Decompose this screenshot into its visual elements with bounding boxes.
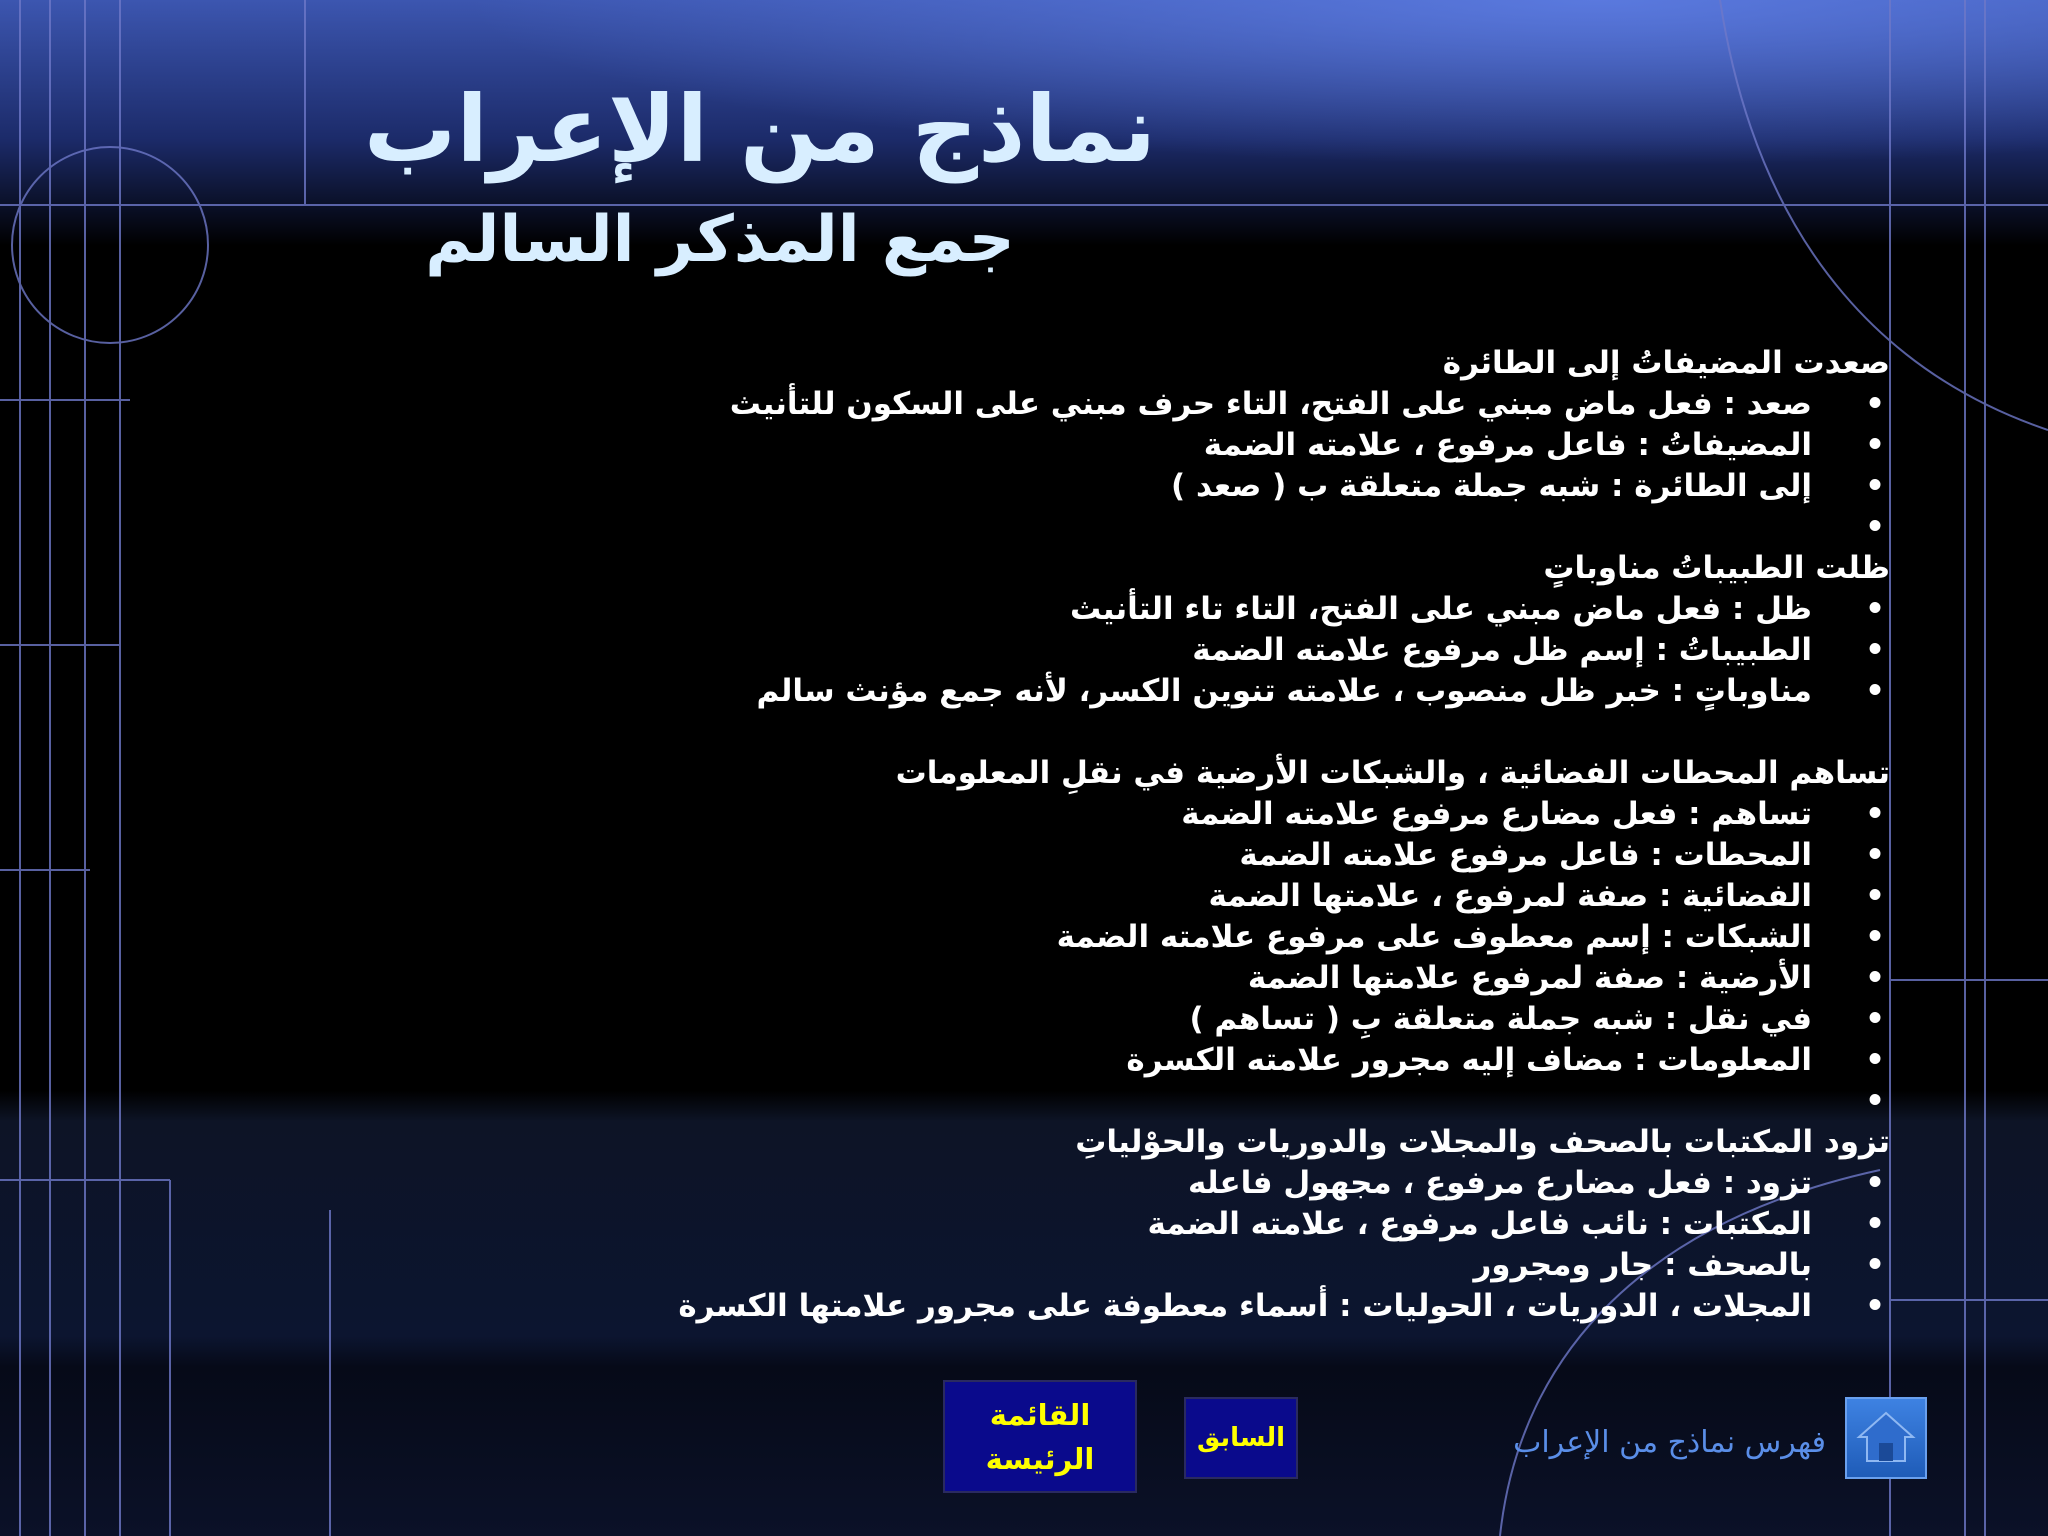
sentence-heading: ظلت الطبيباتُ مناوباتٍ [1543,550,1890,586]
bullet-text: بالصحف : جار ومجرور [1473,1247,1812,1283]
bullet-text: تساهم : فعل مضارع مرفوع علامته الضمة [1181,796,1812,832]
bullet-text: صعد : فعل ماض مبني على الفتح، التاء حرف مبني على السكون للتأنيث [729,386,1812,422]
bullet-marker: • [1865,919,1885,955]
bullet-marker: • [1865,796,1885,832]
bullet-marker: • [1865,960,1885,996]
home-button[interactable] [1845,1397,1927,1479]
bullet-text: تزود : فعل مضارع مرفوع ، مجهول فاعله [1188,1165,1812,1201]
bullet-item [600,1040,1890,1081]
bullet-text: المضيفاتُ : فاعل مرفوع ، علامته الضمة [1203,427,1812,463]
bullet-text: المحطات : فاعل مرفوع علامته الضمة [1239,837,1812,873]
bullet-marker: • [1865,509,1885,545]
bullet-marker: • [1865,1083,1885,1119]
bullet-text: الشبكات : إسم معطوف على مرفوع علامته الضمة [1056,919,1812,955]
bullet-marker: • [1865,1288,1885,1324]
bullet-marker: • [1865,386,1885,422]
sentence-heading: تساهم المحطات الفضائية ، والشبكات الأرضية في نقلِ المعلومات [895,755,1890,791]
bullet-marker: • [1865,673,1885,709]
bullet-text: ظل : فعل ماض مبني على الفتح، التاء تاء التأنيث [1069,591,1812,627]
bullet-item [600,671,1890,712]
bullet-item [600,1245,1890,1286]
previous-button[interactable]: السابق [1184,1397,1298,1479]
index-link[interactable]: فهرس نماذج من الإعراب [1513,1425,1826,1460]
bullet-text: المجلات ، الدوريات ، الحوليات : أسماء معطوفة على مجرور علامتها الكسرة [678,1288,1812,1324]
bullet-marker: • [1865,1165,1885,1201]
sentence-heading: صعدت المضيفاتُ إلى الطائرة [1442,345,1890,381]
bullet-item [600,466,1890,507]
page-subtitle: جمع المذكر السالم [425,203,1015,277]
bullet-marker: • [1865,878,1885,914]
page-title: نماذج من الإعراب [363,76,1157,183]
bullet-item [600,835,1890,876]
bullet-item [600,1204,1890,1245]
bullet-marker: • [1865,1042,1885,1078]
bullet-marker: • [1865,427,1885,463]
bullet-text: المكتبات : نائب فاعل مرفوع ، علامته الضمة [1147,1206,1812,1242]
bullet-text: الطبيباتُ : إسم ظل مرفوع علامته الضمة [1192,632,1812,668]
bullet-marker: • [1865,591,1885,627]
main-menu-button[interactable] [943,1380,1137,1493]
bullet-item [600,1163,1890,1204]
bullet-text: مناوباتٍ : خبر ظل منصوب ، علامته تنوين الكسر، لأنه جمع مؤنث سالم [756,673,1812,709]
bullet-item [600,384,1890,425]
bullet-item [600,958,1890,999]
bullet-item [600,794,1890,835]
bullet-item [600,630,1890,671]
bullet-item [600,425,1890,466]
bullet-marker: • [1865,1001,1885,1037]
content-list [600,343,1890,1327]
home-icon [1847,1399,1925,1477]
bullet-text: إلى الطائرة : شبه جملة متعلقة ب ( صعد ) [1171,468,1812,504]
sentence-heading: تزود المكتبات بالصحف والمجلات والدوريات والحوْلياتِ [1075,1124,1890,1160]
bullet-item [600,876,1890,917]
main-menu-label-line1: القائمة [989,1397,1091,1432]
bullet-marker: • [1865,468,1885,504]
bullet-text: الفضائية : صفة لمرفوع ، علامتها الضمة [1208,878,1812,914]
bullet-item [600,1081,1890,1122]
bullet-marker: • [1865,1206,1885,1242]
bullet-item [600,999,1890,1040]
bullet-item [600,917,1890,958]
bullet-marker: • [1865,837,1885,873]
bullet-item [600,507,1890,548]
bullet-marker: • [1865,1247,1885,1283]
bullet-text: الأرضية : صفة لمرفوع علامتها الضمة [1247,960,1812,996]
bullet-item [600,589,1890,630]
blank-line [600,712,1890,753]
bullet-text: المعلومات : مضاف إليه مجرور علامته الكسرة [1126,1042,1812,1078]
bullet-text: في نقل : شبه جملة متعلقة بِ ( تساهم ) [1189,1001,1812,1037]
main-menu-label-line2: الرئيسة [985,1441,1095,1476]
bullet-marker: • [1865,632,1885,668]
bullet-item [600,1286,1890,1327]
